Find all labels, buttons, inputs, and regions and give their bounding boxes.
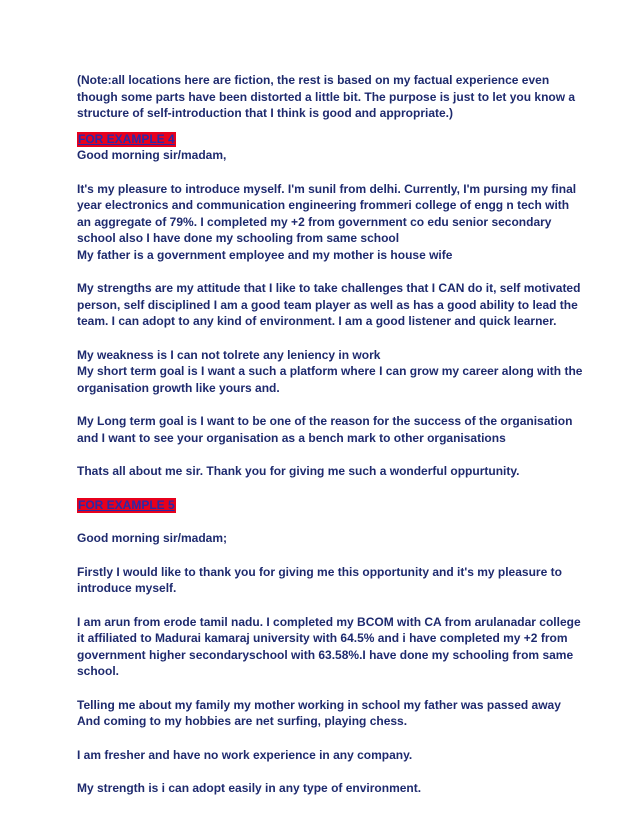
text-line: My father is a government employee and my mother is house wife (77, 247, 453, 262)
example-5-education-paragraph (77, 614, 581, 680)
text-line: I am arun from erode tamil nadu. I completed my BCOM with CA from arulanadar college (77, 614, 581, 629)
example-4-heading-line (77, 131, 577, 148)
text-line: Telling me about my family my mother working in school my father was passed away (77, 697, 561, 712)
note-paragraph (77, 72, 577, 122)
example-4-introduction-paragraph (77, 181, 577, 264)
text-line: though some parts have been distorted a little bit. The purpose is just to let you know a (77, 89, 576, 104)
example-4-heading: FOR EXAMPLE 4 (78, 131, 175, 146)
example-5-experience-line: I am fresher and have no work experience in any company. (77, 747, 413, 762)
text-line: school also I have done my schooling from same school (77, 231, 400, 245)
text-line: It's my pleasure to introduce myself. I'm sunil from delhi. Currently, I'm pursing my final (77, 181, 577, 196)
text-line: (Note:all locations here are fiction, the rest is based on my factual experience even (77, 73, 550, 87)
example-5-thanks-paragraph (77, 564, 577, 597)
text-line: My weakness is I can not tolrete any leniency in work (77, 347, 381, 362)
text-line: government higher secondaryschool with 63.58%.I have done my schooling from same (77, 647, 574, 662)
text-line: My Long term goal is I want to be one of the reason for the success of the organisation (77, 414, 573, 428)
text-line: person, self disciplined I am a good team player as well as has a good ability to lead the (77, 297, 578, 312)
text-line: organisation growth like yours and. (77, 380, 280, 395)
example-5-heading: FOR EXAMPLE 5 (78, 497, 175, 512)
example-5-heading-line (77, 497, 577, 514)
example-4-strengths-paragraph (77, 280, 581, 330)
text-line: Firstly I would like to thank you for giving me this opportunity and it's my pleasure to (77, 564, 562, 579)
example-4-long-term-goal-paragraph (77, 413, 577, 446)
text-line: My strengths are my attitude that I like to take challenges that I CAN do it, self motivated (77, 281, 581, 295)
example-5-family-paragraph (77, 697, 577, 730)
example-5-greeting: Good morning sir/madam; (77, 531, 228, 545)
text-line: And coming to my hobbies are net surfing, playing chess. (77, 714, 408, 728)
example-4-weakness-paragraph (77, 347, 583, 397)
text-line: introduce myself. (77, 581, 177, 595)
text-line: team. I can adopt to any kind of environment. I am a good listener and quick learner. (77, 314, 557, 328)
text-line: and I want to see your organisation as a bench mark to other organisations (77, 430, 506, 445)
example-4-closing: Thats all about me sir. Thank you for giving me such a wonderful oppurtunity. (77, 464, 520, 478)
example-5-strength-line: My strength is i can adopt easily in any type of environment. (77, 781, 422, 795)
text-line: an aggregate of 79%. I completed my +2 from government co edu senior secondary (77, 214, 552, 229)
text-line: it affiliated to Madurai kamaraj university with 64.5% and i have completed my +2 from (77, 631, 568, 645)
example-4-greeting: Good morning sir/madam, (77, 148, 227, 162)
text-line: school. (77, 664, 120, 678)
text-line: structure of self-introduction that I think is good and appropriate.) (77, 106, 454, 120)
text-line: year electronics and communication engineering frommeri college of engg n tech with (77, 198, 570, 212)
document-page (77, 72, 583, 797)
text-line: My short term goal is I want a such a platform where I can grow my career along with the (77, 364, 583, 378)
